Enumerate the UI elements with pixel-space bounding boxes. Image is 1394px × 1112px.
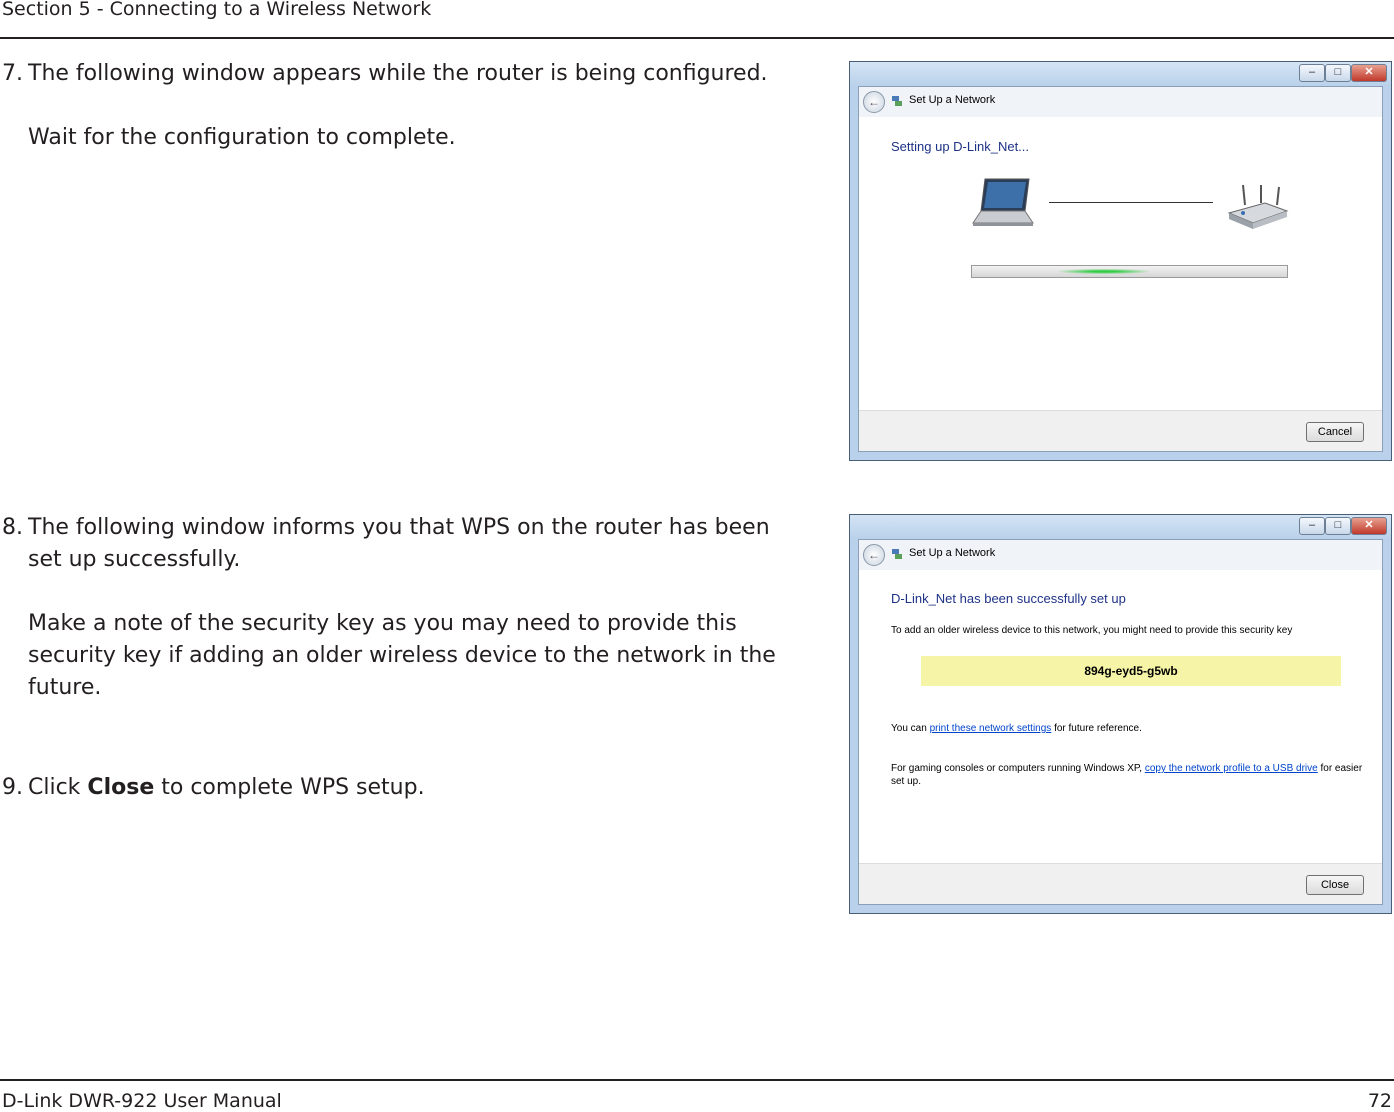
print-text-before: You can — [891, 723, 930, 734]
minimize-icon[interactable]: – — [1299, 64, 1325, 82]
window-title: Set Up a Network — [909, 94, 996, 106]
close-button[interactable]: Close — [1306, 875, 1364, 895]
print-settings-link[interactable]: print these network settings — [929, 723, 1052, 734]
security-key: 894g-eyd5-g5wb — [921, 656, 1341, 686]
gaming-text-after: for easier set up. — [891, 763, 1363, 787]
nav-bar — [859, 87, 1382, 117]
laptop-icon — [971, 175, 1035, 231]
maximize-icon[interactable]: □ — [1325, 517, 1351, 535]
network-icon — [891, 95, 903, 107]
step-text: Make a note of the security key as you may need to provide this security key if adding an older wireless device to the network in the future. — [28, 611, 776, 700]
step-text — [28, 772, 802, 804]
window-content — [858, 86, 1383, 452]
page-header — [0, 0, 1394, 39]
window-content — [858, 539, 1383, 905]
print-settings-text — [891, 722, 1142, 735]
progress-indicator — [1059, 269, 1149, 274]
title-bar — [850, 515, 1391, 539]
router-icon — [1225, 183, 1289, 231]
step-7 — [2, 58, 802, 154]
key-instruction: To add an older wireless device to this network, you might need to provide this security key — [891, 625, 1293, 636]
setup-heading: Setting up D-Link_Net... — [891, 139, 1030, 154]
connection-line — [1049, 202, 1213, 203]
page-footer — [0, 1079, 1394, 1112]
gaming-text-before: For gaming consoles or computers running Windows XP, — [891, 763, 1145, 774]
page-number: 72 — [1367, 1090, 1392, 1112]
nav-bar — [859, 540, 1382, 570]
cancel-button[interactable]: Cancel — [1306, 422, 1364, 442]
step-number: 7. — [2, 61, 23, 86]
button-bar — [859, 863, 1382, 904]
window-title: Set Up a Network — [909, 547, 996, 559]
back-arrow-icon[interactable]: ← — [863, 544, 885, 566]
step-text: The following window informs you that WPS on the router has been set up successfully. — [28, 515, 770, 572]
close-icon[interactable]: ✕ — [1351, 64, 1387, 82]
progress-bar — [971, 265, 1288, 278]
step-bold-close: Close — [87, 775, 155, 800]
minimize-icon[interactable]: – — [1299, 517, 1325, 535]
copy-profile-link[interactable]: copy the network profile to a USB drive — [1144, 763, 1318, 774]
print-text-after: for future reference. — [1051, 723, 1142, 734]
step-number: 8. — [2, 515, 23, 540]
section-title: Section 5 - Connecting to a Wireless Network — [2, 0, 432, 20]
maximize-icon[interactable]: □ — [1325, 64, 1351, 82]
step-text: Wait for the configuration to complete. — [28, 125, 456, 150]
button-bar — [859, 410, 1382, 451]
title-bar — [850, 62, 1391, 86]
step-number: 9. — [2, 775, 23, 800]
step-text-after: to complete WPS setup. — [154, 775, 425, 800]
step-text-before: Click — [28, 775, 88, 800]
setup-window-success — [849, 514, 1392, 914]
close-icon[interactable]: ✕ — [1351, 517, 1387, 535]
gaming-text — [891, 762, 1371, 788]
network-icon — [891, 548, 903, 560]
step-text: The following window appears while the router is being configured. — [28, 61, 768, 86]
step-9 — [2, 772, 802, 804]
setup-window-progress — [849, 61, 1392, 461]
manual-title: D-Link DWR-922 User Manual — [2, 1090, 282, 1112]
back-arrow-icon[interactable]: ← — [863, 91, 885, 113]
step-8 — [2, 512, 802, 704]
success-heading: D-Link_Net has been successfully set up — [891, 591, 1126, 606]
